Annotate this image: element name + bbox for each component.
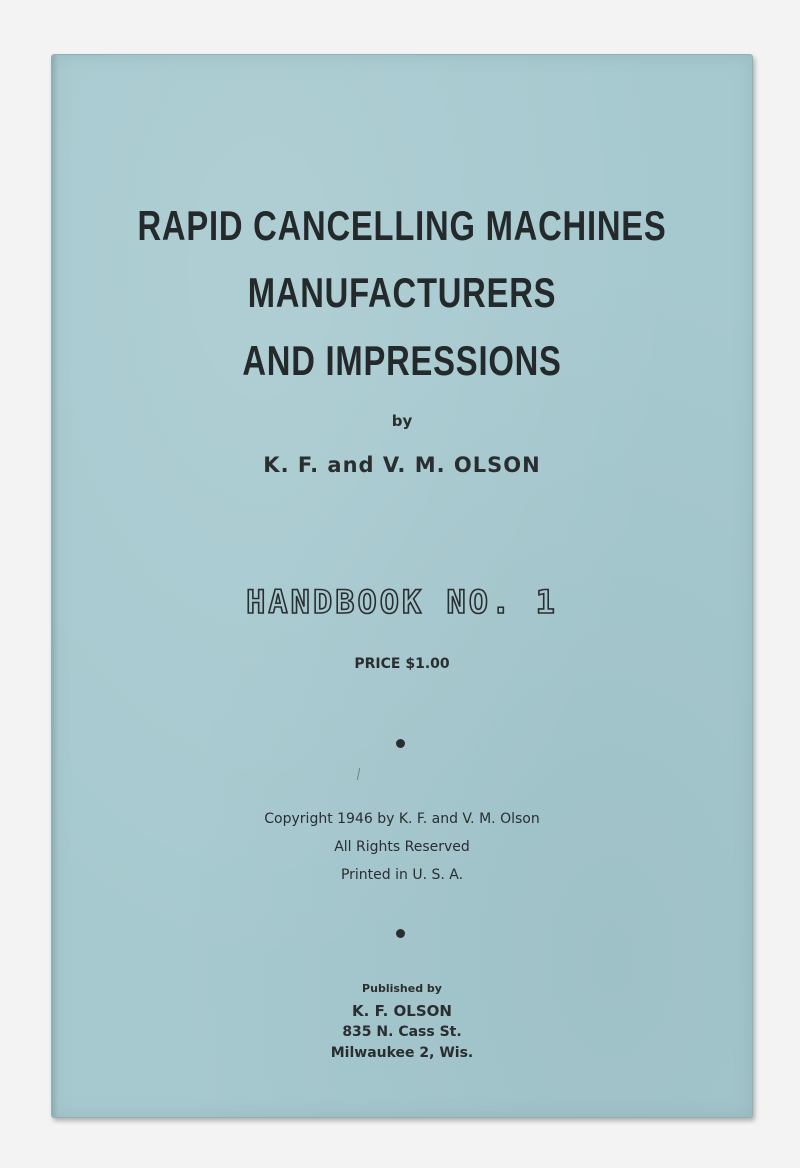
bullet-dot-upper <box>396 739 405 748</box>
bullet-dot-lower <box>396 929 405 938</box>
publisher-city: Milwaukee 2, Wis. <box>330 1045 474 1061</box>
by-label: by <box>391 412 413 430</box>
published-by-label: Published by <box>362 982 442 995</box>
handbook-number: HANDBOOK NO. 1 <box>246 583 558 621</box>
title-line-2: MANUFACTURERS <box>247 269 557 316</box>
price: PRICE $1.00 <box>354 656 450 672</box>
title-line-1: RAPID CANCELLING MACHINES <box>137 202 667 249</box>
printed-line: Printed in U. S. A. <box>340 867 464 883</box>
authors: K. F. and V. M. OLSON <box>263 453 541 477</box>
title-line-3: AND IMPRESSIONS <box>242 337 562 384</box>
rights-line: All Rights Reserved <box>334 839 470 855</box>
publisher-name: K. F. OLSON <box>352 1002 452 1020</box>
booklet-cover <box>51 54 753 1118</box>
paper-speck <box>357 768 360 780</box>
publisher-street: 835 N. Cass St. <box>342 1024 462 1040</box>
copyright-line: Copyright 1946 by K. F. and V. M. Olson <box>264 811 540 827</box>
